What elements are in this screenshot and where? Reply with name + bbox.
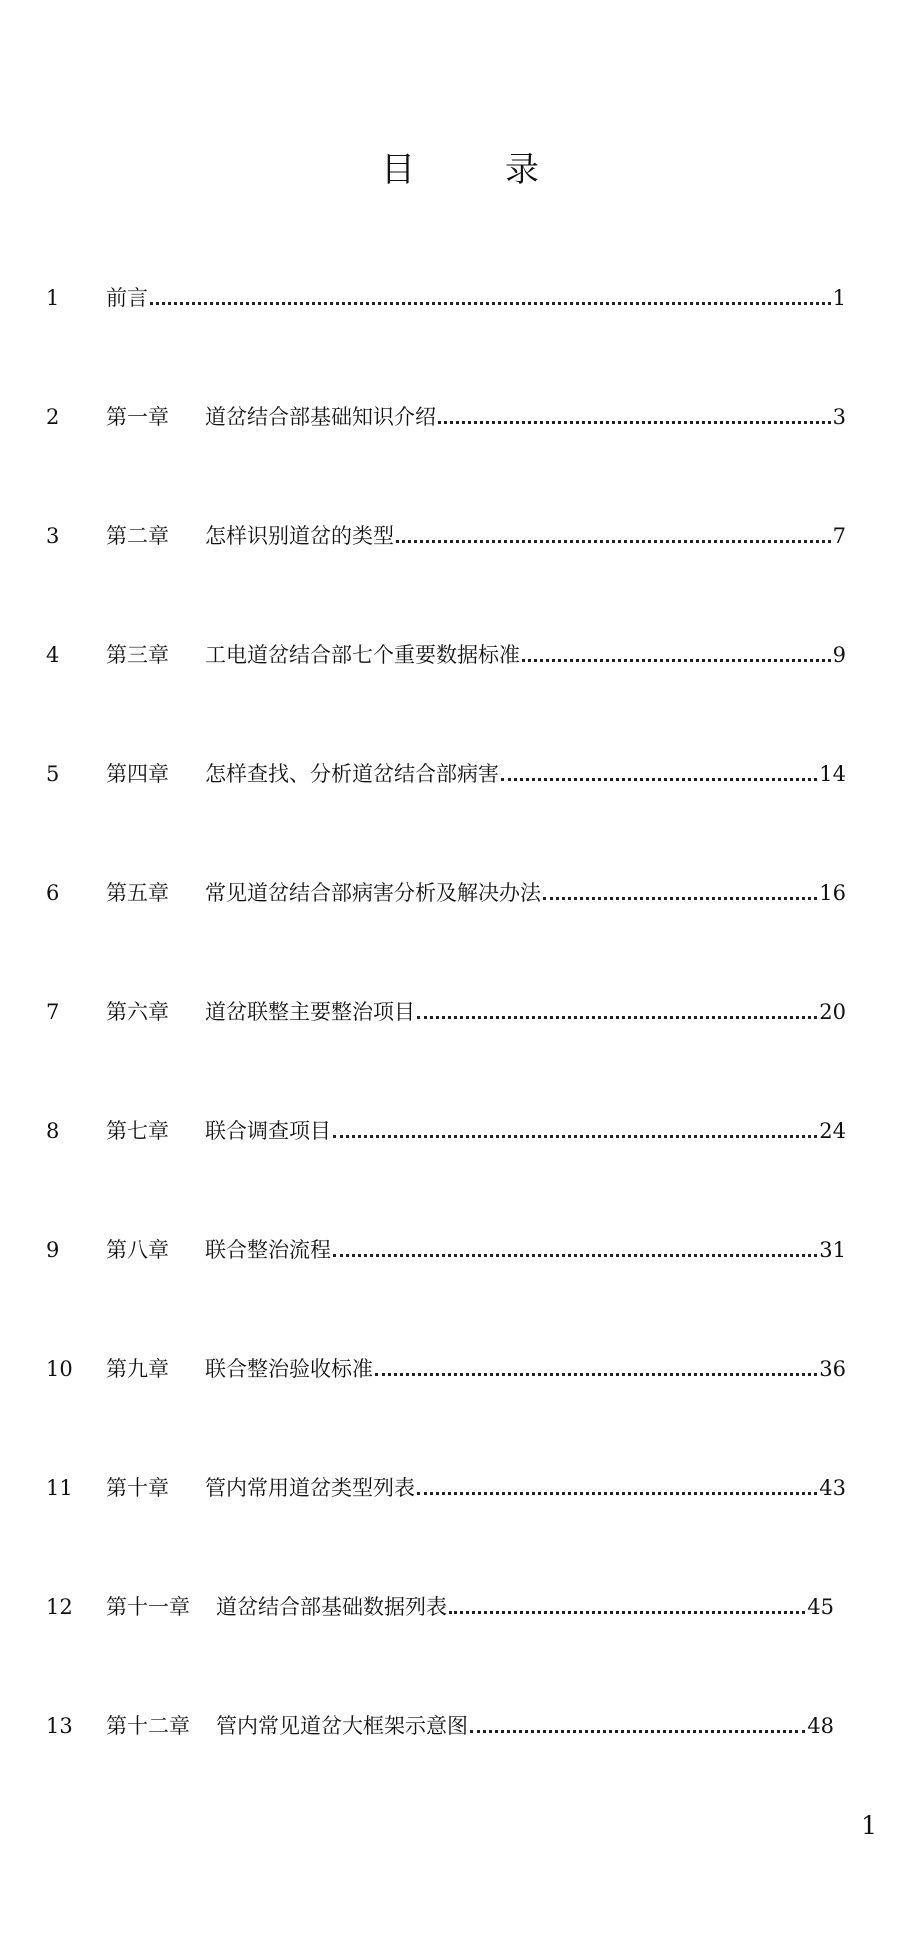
entry-number: 4 <box>46 643 60 667</box>
entry-title: 常见道岔结合部病害分析及解决办法 <box>205 881 541 905</box>
toc-entry[interactable] <box>0 1465 920 1584</box>
page-number: 1 <box>861 1811 877 1840</box>
toc-title-char-1: 目 <box>381 150 415 190</box>
entry-page: 1 <box>832 286 846 310</box>
dot-leader <box>449 1611 805 1614</box>
entry-chapter: 第二章 <box>106 524 169 548</box>
entry-chapter: 第三章 <box>106 643 169 667</box>
toc-entry[interactable] <box>0 1108 920 1227</box>
entry-page: 3 <box>832 405 846 429</box>
toc-title-char-2: 录 <box>505 150 539 190</box>
dot-leader <box>333 1254 817 1257</box>
entry-chapter: 第十一章 <box>106 1595 190 1619</box>
entry-page: 31 <box>819 1238 846 1262</box>
dot-leader <box>522 659 831 662</box>
dot-leader <box>438 421 831 424</box>
toc-entry[interactable] <box>0 1227 920 1346</box>
entry-number: 7 <box>46 1000 60 1024</box>
entry-number: 6 <box>46 881 60 905</box>
entry-chapter: 第八章 <box>106 1238 169 1262</box>
entry-number: 12 <box>46 1595 73 1619</box>
entry-chapter: 第四章 <box>106 762 169 786</box>
toc-title <box>0 150 920 190</box>
toc-entry[interactable] <box>0 394 920 513</box>
entry-chapter: 第六章 <box>106 1000 169 1024</box>
entry-chapter: 第五章 <box>106 881 169 905</box>
dot-leader <box>417 1492 817 1495</box>
entry-page: 7 <box>832 524 846 548</box>
entry-title: 怎样识别道岔的类型 <box>205 524 394 548</box>
entry-number: 10 <box>46 1357 73 1381</box>
entry-chapter: 第九章 <box>106 1357 169 1381</box>
toc-entry[interactable] <box>0 513 920 632</box>
dot-leader <box>417 1016 817 1019</box>
entry-title: 联合调查项目 <box>205 1119 331 1143</box>
entry-number: 9 <box>46 1238 60 1262</box>
toc-entry[interactable] <box>0 1703 920 1822</box>
dot-leader <box>470 1730 805 1733</box>
toc-entry[interactable] <box>0 632 920 751</box>
toc-entry[interactable] <box>0 751 920 870</box>
entry-page: 24 <box>819 1119 846 1143</box>
entry-number: 11 <box>46 1476 73 1500</box>
entry-title: 怎样查找、分析道岔结合部病害 <box>205 762 499 786</box>
toc-entry[interactable] <box>0 1584 920 1703</box>
entry-title: 道岔结合部基础知识介绍 <box>205 405 436 429</box>
entry-page: 9 <box>832 643 846 667</box>
dot-leader <box>150 302 831 305</box>
dot-leader <box>501 778 817 781</box>
toc-entry[interactable] <box>0 989 920 1108</box>
toc-entry[interactable] <box>0 870 920 989</box>
entry-title: 管内常见道岔大框架示意图 <box>216 1714 468 1738</box>
entry-number: 5 <box>46 762 60 786</box>
entry-page: 43 <box>819 1476 846 1500</box>
entry-chapter: 第十章 <box>106 1476 169 1500</box>
dot-leader <box>543 897 817 900</box>
entry-page: 16 <box>819 881 846 905</box>
toc-entry[interactable] <box>0 1346 920 1465</box>
entry-number: 1 <box>46 286 60 310</box>
entry-chapter: 第七章 <box>106 1119 169 1143</box>
entry-title: 前言 <box>106 286 148 310</box>
dot-leader <box>375 1373 817 1376</box>
entry-title: 道岔联整主要整治项目 <box>205 1000 415 1024</box>
entry-number: 2 <box>46 405 60 429</box>
entry-title: 道岔结合部基础数据列表 <box>216 1595 447 1619</box>
entry-page: 45 <box>807 1595 834 1619</box>
toc-list <box>0 275 920 1822</box>
entry-chapter: 第一章 <box>106 405 169 429</box>
entry-page: 14 <box>819 762 846 786</box>
entry-page: 36 <box>819 1357 846 1381</box>
entry-title: 工电道岔结合部七个重要数据标准 <box>205 643 520 667</box>
entry-page: 20 <box>819 1000 846 1024</box>
entry-number: 8 <box>46 1119 60 1143</box>
entry-chapter: 第十二章 <box>106 1714 190 1738</box>
dot-leader <box>396 540 831 543</box>
toc-entry[interactable] <box>0 275 920 394</box>
entry-title: 联合整治验收标准 <box>205 1357 373 1381</box>
dot-leader <box>333 1135 817 1138</box>
entry-title: 管内常用道岔类型列表 <box>205 1476 415 1500</box>
entry-title: 联合整治流程 <box>205 1238 331 1262</box>
entry-number: 3 <box>46 524 60 548</box>
entry-page: 48 <box>807 1714 834 1738</box>
entry-number: 13 <box>46 1714 73 1738</box>
